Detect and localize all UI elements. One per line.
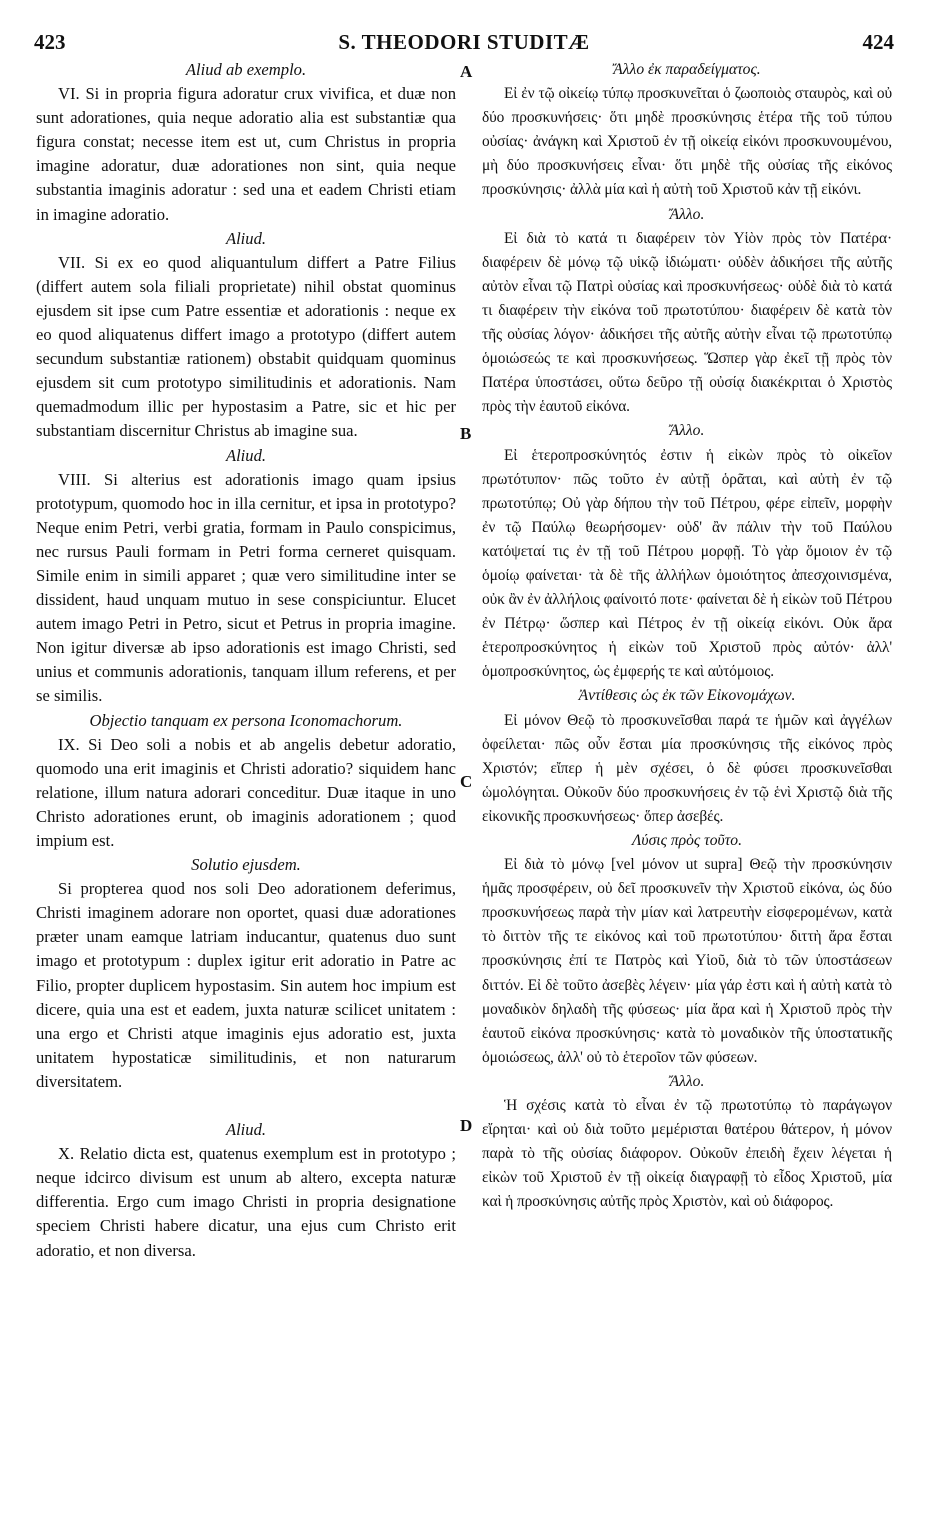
greek-column — [482, 58, 892, 1215]
page-number-left: 423 — [34, 30, 66, 54]
latin-paragraph-8: VIII. Si alterius est adorationis imago quam ipsius prototypum, quomodo hoc in illa cernitur, et ipsa in prototypo? Neque enim Petri, verbi gratia, formam in Paulo conspicimus, nec rursus Pauli formam in Petri forma cerneret quisquam. Simile enim in simili apparet ; quæ vero similitudine inter se dissident, haud unquam mutuo in sese conspiciuntur. Elucet autem imago Petri in Petro, sicut et Petrus in propria imagine. Non igitur diversæ ab ipso adorationis est imago Christi, sed unius et communis adorationis, tanquam illum referens, et per se similis. — [36, 469, 456, 706]
latin-solution-paragraph: Si propterea quod nos soli Deo adorationem deferimus, Christi imaginem adorare non oportet, quasi duæ adorationes præter unam eamque latriam inducantur, quatenus duo sunt imago et prototypum : duplex igitur erit adoratio in Patre ac Filio, propter duplicem hypostasim. Sin autem hoc impium est dicere, quia una est et eadem, juxta naturæ scilicet unitatem : una ergo et Christi atque imaginis ejus adoratio est, juxta unitatem hypostaticæ similitudinis, et non naturarum diversitatem. — [36, 879, 456, 1091]
latin-heading-1: Aliud ab exemplo. — [185, 60, 307, 79]
margin-letter-c: C — [460, 772, 473, 791]
latin-heading-3: Aliud. — [225, 445, 267, 465]
latin-paragraph-10: X. Relatio dicta est, quatenus exemplum est in prototypo ; neque idcirco divisum est unum ab altero, excepta naturæ differentia. Ergo cum imago Christi in propria designatione speciem Christi habere dicatur, una ejus cum Christo erit adoratio, et non diversa. — [36, 1144, 456, 1260]
latin-heading-4: Objectio tanquam ex persona Iconomachorum. — [89, 710, 403, 730]
margin-letter-a: A — [460, 62, 473, 81]
greek-paragraph-4: Εἰ μόνον Θεῷ τὸ προσκυνεῖσθαι παρά τε ἡμῶν καὶ ἀγγέλων ὀφείλεται· πῶς οὖν ἔσται μία προσκύνησις τῆς εἰκόνος πρὸς Χριστόν; εἴπερ ἡ μὲν σχέσει, ὁ δὲ φύσει προσκυνεῖσθαι ὡμολόγηται. Οὐκοῦν δύο προσκυνήσεις ἐν τῷ ἑνὶ Χριστῷ διὰ τῆς εἰκονικῆς προσκυνήσεως· ὅπερ ἀσεβές. — [482, 711, 892, 825]
greek-paragraph-6: Ἡ σχέσις κατὰ τὸ εἶναι ἐν τῷ πρωτοτύπῳ τὸ παράγωγον εἴρηται· καὶ οὐ διὰ τοῦτο μεμέρισται θατέρου θάτερον, ἡ μόνον παρὰ τὸ τῆς οὐσίας διάφορον. Οὐκοῦν ἐπειδὴ ἔχειν λέγεται ἡ εἰκὼν τοῦ Χριστοῦ ἐν τῇ οἰκείᾳ διαγραφῇ τὸ εἶδος Χριστοῦ, μία καὶ ἡ προσκύνησις αὐτῆς πρὸς Χριστὸν, καὶ οὐ διάφορος. — [482, 1097, 892, 1211]
margin-letter-d: D — [460, 1116, 473, 1135]
latin-heading-5: Solutio ejusdem. — [191, 855, 301, 875]
greek-heading-6: Ἄλλο. — [669, 1072, 705, 1090]
running-title: S. THEODORI STUDITÆ — [338, 30, 590, 54]
latin-column — [36, 58, 456, 1263]
greek-heading-5: Λύσις πρὸς τοῦτο. — [632, 832, 742, 849]
margin-letter-b: B — [460, 424, 472, 443]
page-number-right: 424 — [862, 30, 894, 54]
greek-paragraph-5: Εἰ διὰ τὸ μόνῳ [vel μόνον ut supra] Θεῷ τὴν προσκύνησιν ἡμᾶς προσφέρειν, οὐ δεῖ προσκυνεῖν τὴν Χριστοῦ εἰκόνα, ὡς δύο προσκυνήσεως παρὰ τὴν μίαν καὶ λατρευτὴν εἰσφερομένων, κατὰ τὸ διττὸν τῆς τε εἰκόνος καὶ τοῦ πρωτοτύπου· διττὴ ἄρα ἔσται προσκύνησις ἐπί τε Πατρὸς καὶ Υἱοῦ, διὰ τὸ τῶν ὑποστάσεων διττόν. Εἰ δὲ τοῦτο ἀσεβὲς λέγειν· μία γάρ ἐστι καὶ ἡ αὐτὴ κατὰ τὸ μοναδικὸν δηλαδὴ τῆς φύσεως· μία ἄρα καὶ ἡ Χριστοῦ πρὸς τὴν ἑαυτοῦ εἰκόνα προσκύνησις· κατὰ τὸ μοναδικὸν τῆς ὑποστατικῆς ὁμοιώσεως, ἀλλ' οὐ τὸ ἑτεροῖον τῶν φύσεων. — [482, 856, 892, 1066]
latin-paragraph-9: IX. Si Deo soli a nobis et ab angelis debetur adoratio, quomodo una erit imaginis et Christi adoratio? siquidem hanc relatione, illum natura adorari conceditur. Duæ itaque in uno Christo adorationes erunt, ob imaginis adorationem ; quod impium est. — [36, 734, 456, 850]
greek-heading-2: Ἄλλο. — [669, 205, 705, 223]
column-gap — [36, 1094, 456, 1118]
greek-paragraph-3: Εἰ ἑτεροπροσκύνητός ἐστιν ἡ εἰκὼν πρὸς τὸ οἰκεῖον πρωτότυπον· πῶς τοῦτο ἐν αὐτῇ ὁρᾶται, καὶ αὐτὴ ἐν τῷ πρωτοτύπῳ; Οὐ γὰρ δήπου τὴν τοῦ Πέτρου, φέρε εἰπεῖν, μορφὴν ἐν τῷ Παύλῳ θεωρήσομεν· οὐδ' ἂν πάλιν τὴν τοῦ Παύλου κατόψεταί τις ἐν τῇ τοῦ Πέτρου μορφῇ. Τὸ γὰρ ὅμοιον ἐν τῷ ὁμοίῳ φαίνεται· τὰ δὲ τῆς ἀλλήλων ὁμοιότητος ἀπεσχοινισμένα, οὐκ ἂν ἐν ἀλλήλοις φαίνοιτό ποτε· φαίνεται δὲ ἡ εἰκὼν τοῦ Πέτρου ἐν Πέτρῳ· ὥσπερ καὶ Πέτρος ἐν τῇ οἰκείᾳ εἰκόνι. Οὐκ ἄρα ἑτεροπροσκύνητος ἡ εἰκὼν τοῦ Χριστοῦ πρὸς αὐτόν· ἀλλ' ὁμοπροσκύνητος, ὡς ἐμφερής τε καὶ αὐτόμοιος. — [482, 446, 892, 681]
latin-paragraph-7: VII. Si ex eo quod aliquantulum differt a Patre Filius (differt autem sola filiali proprietate) nihil obstat quominus ejusdem sit ipse cum Patre essentiæ et adorationis : neque ex eo quod aliquatenus differt imago a prototypo (differt autem secundum substantiæ rationem) obstabit quidquam quominus ejusdem sit cum prototypo similitudinis et adorationis. Nam quemadmodum illic per hypostasim a Patre, sic et hic per substantiam discernitur Christus ab imagine sua. — [36, 252, 456, 441]
greek-heading-1: Ἄλλο ἐκ παραδείγματος. — [613, 61, 761, 78]
greek-heading-4: Ἀντίθεσις ὡς ἐκ τῶν Εἰκονομάχων. — [578, 687, 796, 705]
latin-heading-6: Aliud. — [225, 1120, 267, 1140]
greek-paragraph-2: Εἰ διὰ τὸ κατά τι διαφέρειν τὸν Υἱὸν πρὸς τὸν Πατέρα· διαφέρειν δὲ μόνῳ τῷ υἱκῷ ἰδιώματι· οὐδὲν ἀδικήσει τῆς αὐτῆς αὐτὸν εἶναι τῷ Πατρὶ οὐσίας καὶ προσκυνήσεως· οὐδὲ διὰ τὸ κατά τι διαφέρειν τὴν εἰκόνα τοῦ πρωτοτύπου· διαφέρειν δὲ κατὰ τὸν τῆς οὐσίας λόγον· ἀδικήσει τῆς αὐτῆς αὐτὴν εἶναι τῷ πρωτοτύπῳ ὁμοιώσεώς τε καὶ προσκυνήσεως. Ὥσπερ γὰρ ἐκεῖ τῇ πρὸς τὸν Πατέρα ὑποστάσει, οὕτω δεῦρο τῇ οὐσίᾳ διακέκριται ὁ Χριστὸς πρὸς τὴν ἑαυτοῦ εἰκόνα. — [482, 229, 892, 416]
latin-paragraph-6: VI. Si in propria figura adoratur crux vivifica, et duæ non sunt adorationes, quia neque adoratio alia est substantiæ qua figura constat; necesse item est ut, cum Christus in propria imagine adoratur, duæ adorationes non sint, quia neque substantia imaginis adoratur : sed una et eadem Christi etiam in imagine adoratio. — [36, 84, 456, 224]
latin-heading-2: Aliud. — [225, 228, 267, 248]
greek-paragraph-1: Εἰ ἐν τῷ οἰκείῳ τύπῳ προσκυνεῖται ὁ ζωοποιὸς σταυρὸς, καὶ οὐ δύο προσκυνήσεις· ὅτι μηδὲ προσκύνησις ἑτέρα τῆς τοῦ τύπου οὐσίας· ἀνάγκη καὶ Χριστοῦ ἐν τῇ οἰκείᾳ εἰκόνι προσκυνουμένου, μὴ δύο προσκυνήσεις εἶναι· ὅτι μηδὲ τῆς οὐσίας τῆς εἰκόνος προσκύνησις· ἀλλὰ μία καὶ ἡ αὐτὴ τοῦ Χριστοῦ κἀν τῇ εἰκόνι. — [482, 85, 892, 199]
greek-heading-3: Ἄλλο. — [669, 422, 705, 440]
